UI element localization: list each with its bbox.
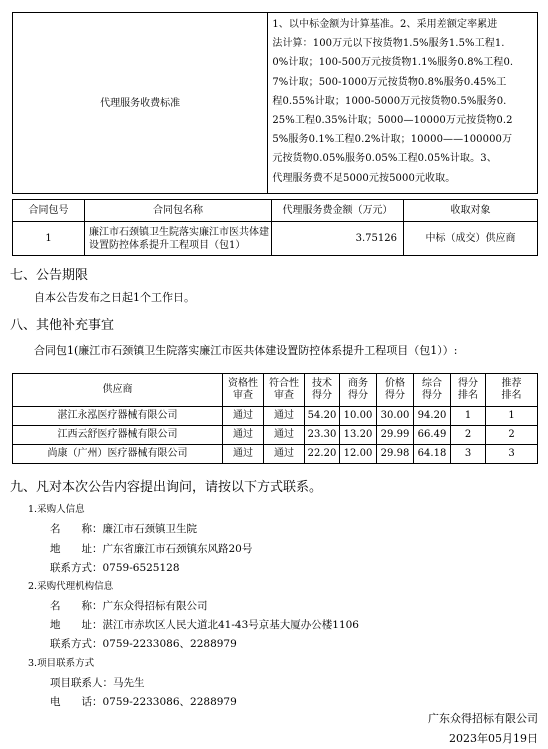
footer-company: 广东众得招标有限公司 xyxy=(428,712,538,725)
supplier-name: 尚康（广州）医疗器械有限公司 xyxy=(13,445,223,464)
header-fee-amount: 代理服务费金额（万元） xyxy=(272,200,404,222)
compliance-result: 通过 xyxy=(264,407,305,426)
fee-line: 法计算：100万元以下按货物1.5%服务1.5%工程1. xyxy=(272,38,505,50)
fee-table xyxy=(12,12,538,194)
supplier-name: 湛江永泓医疗器械有限公司 xyxy=(13,407,223,426)
result-header-compliance: 符合性 审查 xyxy=(264,374,305,407)
price-score: 30.00 xyxy=(377,407,414,426)
qualification-result: 通过 xyxy=(223,426,264,445)
recommend-rank: 2 xyxy=(486,426,538,445)
price-score: 29.98 xyxy=(377,445,414,464)
result-header-qualification: 资格性 审查 xyxy=(223,374,264,407)
fee-line: 0%计取；100-500万元按货物1.1%服务0.8%工程0. xyxy=(272,57,514,69)
package-name xyxy=(85,222,272,256)
package-no: 1 xyxy=(13,222,85,256)
project-phone: 电 话：0759-2233086、2288979 xyxy=(50,696,237,708)
fee-target: 中标（成交）供应商 xyxy=(404,222,538,256)
total-score: 64.18 xyxy=(414,445,451,464)
fee-line: 5%服务0.1%工程0.2%计取；10000——100000万 xyxy=(272,134,513,146)
result-header-rank: 得分 排名 xyxy=(451,374,486,407)
recommend-rank: 1 xyxy=(486,407,538,426)
qualification-result: 通过 xyxy=(223,445,264,464)
table-row xyxy=(13,445,538,464)
score-rank: 1 xyxy=(451,407,486,426)
score-rank: 3 xyxy=(451,445,486,464)
project-heading: 3.项目联系方式 xyxy=(28,658,95,669)
agency-heading: 2.采购代理机构信息 xyxy=(28,581,114,592)
section7-text: 自本公告发布之日起1个工作日。 xyxy=(34,291,195,304)
header-package-no: 合同包号 xyxy=(13,200,85,222)
recommend-rank: 3 xyxy=(486,445,538,464)
score-rank: 2 xyxy=(451,426,486,445)
section8-subtitle: 合同包1(廉江市石颈镇卫生院落实廉江市医共体建设置防控体系提升工程项目（包1））: xyxy=(34,344,458,357)
section9-title: 九、凡对本次公告内容提出询问，请按以下方式联系。 xyxy=(10,480,323,495)
agency-address: 地 址：湛江市赤坎区人民大道北41-43号京基大厦办公楼1106 xyxy=(50,619,359,631)
tech-score: 22.20 xyxy=(305,445,340,464)
total-score: 66.49 xyxy=(414,426,451,445)
fee-amount: 3.75126 xyxy=(272,222,404,256)
fee-standard-text xyxy=(268,13,538,194)
fee-line: 代理服务费不足5000元按5000元收取。 xyxy=(272,172,456,184)
table-row xyxy=(13,407,538,426)
result-header-total: 综合 得分 xyxy=(414,374,451,407)
project-contact: 项目联系人：马先生 xyxy=(50,677,145,689)
table-row xyxy=(13,426,538,445)
supplier-name: 江西云舒医疗器械有限公司 xyxy=(13,426,223,445)
fee-line: 1、以中标金额为计算基准。2、采用差额定率累进 xyxy=(272,19,498,30)
compliance-result: 通过 xyxy=(264,445,305,464)
fee-line: 7%计取；500-1000万元按货物0.8%服务0.45%工 xyxy=(272,76,507,88)
tech-score: 23.30 xyxy=(305,426,340,445)
fee-label: 代理服务收费标准 xyxy=(13,13,268,194)
result-header-supplier: 供应商 xyxy=(13,374,223,407)
tech-score: 54.20 xyxy=(305,407,340,426)
purchaser-name: 名 称：廉江市石颈镇卫生院 xyxy=(50,523,197,535)
fee-line: 25%工程0.35%计取；5000—10000万元按货物0.2 xyxy=(272,115,513,127)
result-header-tech: 技术 得分 xyxy=(305,374,340,407)
package-table xyxy=(12,199,538,256)
fee-line: 程0.55%计取；1000-5000万元按货物0.5%服务0. xyxy=(272,95,507,107)
price-score: 29.99 xyxy=(377,426,414,445)
section7-title: 七、公告期限 xyxy=(10,268,89,283)
qualification-result: 通过 xyxy=(223,407,264,426)
result-header-recommend: 推荐 排名 xyxy=(486,374,538,407)
header-fee-target: 收取对象 xyxy=(404,200,538,222)
result-table xyxy=(12,373,538,464)
section8-title: 八、其他补充事宜 xyxy=(10,318,115,333)
agency-name: 名 称：广东众得招标有限公司 xyxy=(50,600,208,612)
business-score: 13.20 xyxy=(340,426,377,445)
package-name-line: 设置防控体系提升工程项目（包1） xyxy=(89,239,246,251)
purchaser-phone: 联系方式：0759-6525128 xyxy=(50,562,180,574)
footer-date: 2023年05月19日 xyxy=(449,732,538,745)
result-header-business: 商务 得分 xyxy=(340,374,377,407)
agency-phone: 联系方式：0759-2233086、2288979 xyxy=(50,638,237,650)
total-score: 94.20 xyxy=(414,407,451,426)
package-name-line: 廉江市石颈镇卫生院落实廉江市医共体建 xyxy=(89,226,269,238)
fee-line: 元按货物0.05%服务0.05%工程0.05%计取。3、 xyxy=(272,153,497,165)
business-score: 10.00 xyxy=(340,407,377,426)
purchaser-address: 地 址：广东省廉江市石颈镇东风路20号 xyxy=(50,543,253,555)
purchaser-heading: 1.采购人信息 xyxy=(28,504,85,515)
header-package-name: 合同包名称 xyxy=(85,200,272,222)
compliance-result: 通过 xyxy=(264,426,305,445)
business-score: 12.00 xyxy=(340,445,377,464)
result-header-price: 价格 得分 xyxy=(377,374,414,407)
